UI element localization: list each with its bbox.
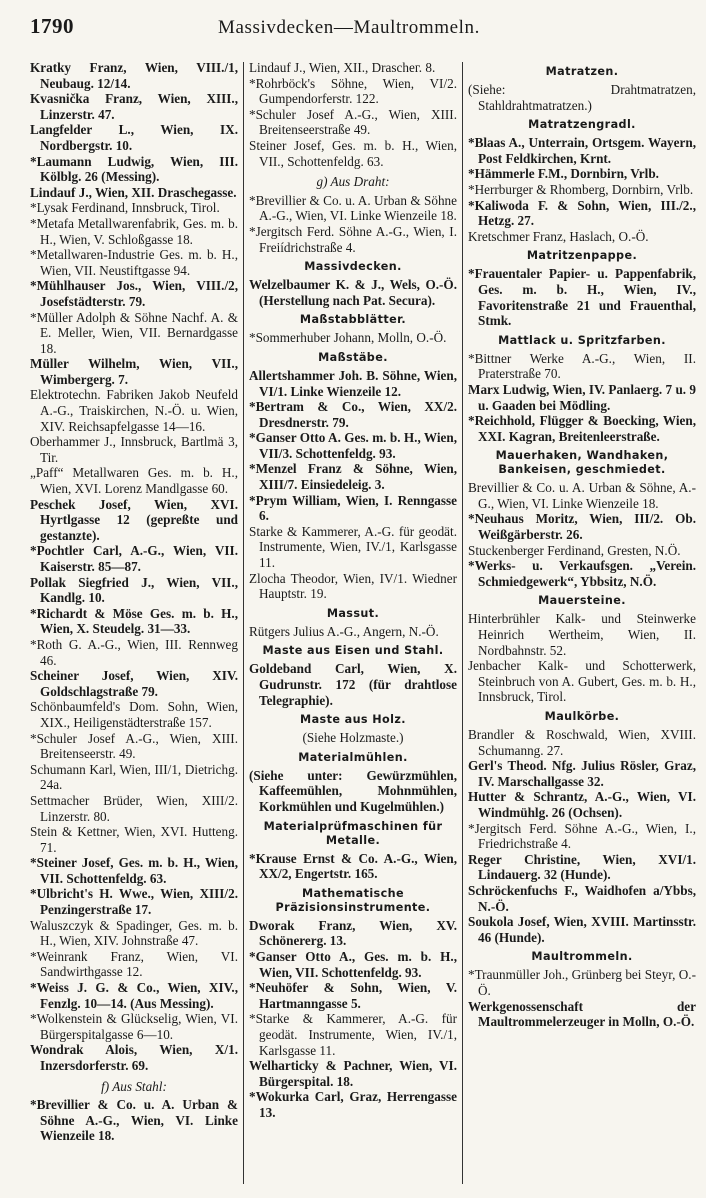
- directory-entry: *Hämmerle F.M., Dornbirn, Vrlb.: [468, 166, 659, 182]
- directory-entry: Hutter & Schrantz, A.-G., Wien, VI. Windmühlg. 26 (Ochsen).: [468, 789, 696, 820]
- directory-entry: Welzelbaumer K. & J., Wels, O.-Ö. (Herstellung nach Pat. Secura).: [249, 277, 457, 308]
- section-heading: Matratzengradl.: [528, 118, 636, 132]
- directory-entry: *Lysak Ferdinand, Innsbruck, Tirol.: [30, 200, 220, 216]
- page-header: [30, 14, 684, 48]
- section-heading: Maßstabblätter.: [299, 313, 407, 327]
- directory-entry: *Rohrböck's Söhne, Wien, VI/2. Gumpendorferstr. 122.: [249, 75, 457, 107]
- directory-entry: *Laumann Ludwig, Wien, III. Kölblg. 26 (Messing).: [30, 153, 238, 185]
- directory-entry: Kretschmer Franz, Haslach, O.-Ö.: [468, 228, 649, 244]
- subsection-heading: g) Aus Draht:: [316, 174, 390, 190]
- column-2: [249, 60, 457, 1188]
- directory-entry: *Prym William, Wien, I. Renngasse 6.: [249, 492, 457, 524]
- directory-entry: Rütgers Julius A.-G., Angern, N.-Ö.: [249, 623, 439, 639]
- directory-entry: Goldeband Carl, Wien, X. Gudrunstr. 172 (für drahtlose Telegraphie).: [249, 661, 457, 708]
- directory-entry: *Ganser Otto A., Ges. m. b. H., Wien, VII. Schottenfeldg. 93.: [249, 948, 457, 980]
- directory-entry: Elektrotechn. Fabriken Jakob Neufeld A.-G., Traiskirchen, N.-Ö. u. Wien, XIV. Reichsapfelgasse 14—16.: [30, 387, 238, 434]
- directory-entry: Müller Wilhelm, Wien, VII., Wimbergerg. 7.: [30, 356, 238, 387]
- directory-entry: *Wolkenstein & Glückselig, Wien, VI. Bürgerspitalgasse 6—10.: [30, 1011, 238, 1042]
- directory-entry: *Metallwaren-Industrie Ges. m. b. H., Wien, VII. Neustiftgasse 94.: [30, 247, 238, 278]
- directory-entry: *Bertram & Co., Wien, XX/2. Dresdnerstr. 79.: [249, 399, 457, 430]
- section-heading: Maste aus Eisen und Stahl.: [262, 644, 444, 658]
- directory-entry: Pollak Siegfried J., Wien, VII., Kandlg. 10.: [30, 574, 238, 606]
- directory-entry: *Pochtler Carl, A.-G., Wien, VII. Kaiserstr. 85—87.: [30, 543, 238, 574]
- directory-entry: Scheiner Josef, Wien, XIV. Goldschlagstraße 79.: [30, 668, 238, 699]
- directory-entry: Langfelder L., Wien, IX. Nordbergstr. 10.: [30, 122, 238, 153]
- directory-entry: Lindauf J., Wien, XII., Draschег. 8.: [249, 60, 436, 75]
- directory-entry: Brandler & Roschwald, Wien, XVIII. Schumanng. 27.: [468, 727, 696, 758]
- directory-entry: *Steiner Josef, Ges. m. b. H., Wien, VII. Schottenfeldg. 63.: [30, 855, 238, 886]
- directory-entry: Allertshammer Joh. B. Söhne, Wien, VI/1. Linke Wienzeile 12.: [249, 367, 457, 399]
- section-heading: Matratzen.: [545, 65, 619, 78]
- directory-entry: *Neuhöfer & Sohn, Wien, V. Hartmanngasse 5.: [249, 980, 457, 1011]
- directory-entry: *Frauentaler Papier- u. Pappenfabrik, Ges. m. b. H., Wien, IV., Favoritenstraße 21 und Frauenthal, Stmk.: [468, 266, 696, 329]
- directory-entry: Kratky Franz, Wien, VIII./1, Neubaug. 12/14.: [30, 60, 238, 91]
- directory-entry: *Traunmüller Joh., Grünberg bei Steyr, O.-Ö.: [468, 967, 696, 998]
- section-heading: Materialprüfmaschinen für Metalle.: [263, 819, 443, 847]
- section-heading: Maulkörbe.: [544, 710, 620, 723]
- directory-entry: Welharticky & Pachner, Wien, VI. Bürgerspital. 18.: [249, 1058, 457, 1089]
- section-heading: Matritzenpappe.: [526, 249, 638, 263]
- directory-entry: *Herrburger & Rhomberg, Dornbirn, Vrlb.: [468, 181, 694, 197]
- section-heading: Mauerhaken, Wandhaken, Bankeisen, geschmiedet.: [495, 449, 669, 477]
- directory-entry: *Ulbricht's H. Wwe., Wien, XIII/2. Penzingerstraße 17.: [30, 886, 238, 918]
- directory-entry: *Ganser Otto A. Ges. m. b. H., Wien, VII/3. Schottenfeldg. 93.: [249, 430, 457, 461]
- directory-entry: Gerl's Theod. Nfg. Julius Rösler, Graz, IV. Marschallgasse 32.: [468, 758, 696, 789]
- cross-reference: (Siehe Holzmaste.): [302, 730, 404, 746]
- directory-entry: (Siehe: Drahtmatratzen, Stahldrahtmatratzen.): [468, 82, 696, 113]
- directory-entry: *Wokurka Carl, Graz, Herrengasse 13.: [249, 1089, 457, 1120]
- directory-entry: *Roth G. A.-G., Wien, III. Rennweg 46.: [30, 636, 238, 668]
- directory-entry: *Sommerhuber Johann, Molln, O.-Ö.: [249, 330, 447, 346]
- section-heading: Massut.: [326, 606, 380, 620]
- running-title: Massivdecken—Maultrommeln.: [217, 17, 481, 38]
- directory-entry: Oberhammer J., Innsbruck, Bartlmä 3, Tir.: [30, 434, 238, 465]
- column-1: [30, 60, 238, 1188]
- directory-entry: *Metafa Metallwarenfabrik, Ges. m. b. H., Wien, V. Schloßgasse 18.: [30, 215, 238, 247]
- section-heading: Maßstäbe.: [318, 350, 388, 364]
- directory-entry: Lindauf J., Wien, XII. Draschegasse.: [30, 184, 237, 200]
- directory-entry: *Bittner Werke A.-G., Wien, II. Praterstraße 70.: [468, 350, 696, 382]
- directory-entry: Schröckenfuchs F., Waidhofen a/Ybbs, N.-Ö.: [468, 882, 696, 914]
- directory-entry: (Siehe unter: Gewürzmühlen, Kaffeemühlen, Mohnmühlen, Korkmühlen und Kugelmühlen.): [249, 767, 457, 814]
- directory-entry: *Krause Ernst & Co. A.-G., Wien, XX/2, Engertstr. 165.: [249, 850, 457, 882]
- directory-columns: [30, 60, 696, 1188]
- directory-entry: *Schuler Josef A.-G., Wien, XIII. Breitenseerstraße 49.: [249, 106, 457, 138]
- directory-entry: *Brevillier & Co. u. A. Urban & Söhne A.-G., Wien, VI. Linke Wienzeile 18.: [249, 192, 457, 224]
- directory-entry: *Neuhaus Moritz, Wien, III/2. Ob. Weißgärberstr. 26.: [468, 511, 696, 543]
- directory-entry: *Müller Adolph & Söhne Nachf. A. & E. Meller, Wien, VII. Bernardgasse 18.: [30, 309, 238, 356]
- directory-entry: „Paff“ Metallwaren Ges. m. b. H., Wien, XVI. Lorenz Mandlgasse 60.: [30, 465, 238, 497]
- directory-entry: *Weinrank Franz, Wien, VI. Sandwirthgasse 12.: [30, 948, 238, 980]
- directory-entry: *Blaas A., Unterrain, Ortsgem. Wayern, Post Feldkirchen, Krnt.: [468, 135, 696, 166]
- section-heading: Mathematische Präzisionsinstrumente.: [275, 886, 431, 914]
- directory-entry: Zlocha Theodor, Wien, IV/1. Wiedner Hauptstr. 19.: [249, 570, 457, 602]
- subsection-heading: f) Aus Stahl:: [101, 1078, 167, 1094]
- directory-entry: *Reichhold, Flügger & Boecking, Wien, XXI. Kagran, Breitenleerstraße.: [468, 413, 696, 444]
- section-heading: Maste aus Holz.: [300, 713, 406, 727]
- directory-entry: Marx Ludwig, Wien, IV. Panlaerg. 7 u. 9 u. Gaaden bei Mödling.: [468, 381, 696, 413]
- directory-entry: Stein & Kettner, Wien, XVI. Hutteng. 71.: [30, 824, 238, 855]
- column-divider: [243, 62, 244, 1184]
- column-3: [468, 60, 696, 1188]
- directory-entry: Stuckenberger Ferdinand, Gresten, N.Ö.: [468, 542, 681, 558]
- directory-entry: Hinterbrühler Kalk- und Steinwerke Heinrich Wertheim, Wien, II. Nordbahnstr. 52.: [468, 611, 696, 658]
- directory-entry: Reger Christine, Wien, XVI/1. Lindauerg. 32 (Hunde).: [468, 851, 696, 883]
- directory-entry: Steiner Josef, Ges. m. b. H., Wien, VII., Schottenfeldg. 63.: [249, 137, 457, 169]
- directory-entry: Schönbaumfeld's Dom. Sohn, Wien, XIX., Heiligenstädterstraße 157.: [30, 699, 238, 730]
- directory-entry: *Menzel Franz & Söhne, Wien, XIII/7. Einsiedeleig. 3.: [249, 461, 457, 493]
- directory-entry: Schumann Karl, Wien, III/1, Dietrichg. 24a.: [30, 761, 238, 793]
- section-heading: Mattlack u. Spritzfarben.: [498, 333, 666, 347]
- directory-entry: Kvasnička Franz, Wien, XIII., Linzerstr. 47.: [30, 91, 238, 122]
- directory-entry: *Starke & Kammerer, A.-G. für geodät. Instrumente, Wien, IV./1, Karlsgasse 11.: [249, 1011, 457, 1058]
- directory-entry: Jenbacher Kalk- und Schotterwerk, Steinbruch von A. Gubert, Ges. m. b. H., Innsbruck, Tirol.: [468, 658, 696, 705]
- directory-entry: *Richardt & Möse Ges. m. b. H., Wien, X. Steudelg. 31—33.: [30, 605, 238, 637]
- directory-entry: Starke & Kammerer, A.-G. für geodät. Instrumente, Wien, IV./1, Karlsgasse 11.: [249, 523, 457, 571]
- directory-entry: *Weiss J. G. & Co., Wien, XIV., Fenzlg. 10—14. (Aus Messing).: [30, 980, 238, 1011]
- directory-entry: Brevillier & Co. u. A. Urban & Söhne, A.-G., Wien, VI. Linke Wienzeile 18.: [468, 480, 696, 511]
- directory-entry: Peschek Josef, Wien, XVI. Hyrtlgasse 12 (gepreßte und gestanzte).: [30, 496, 238, 543]
- section-heading: Materialmühlen.: [298, 750, 408, 764]
- directory-entry: *Brevillier & Co. u. A. Urban & Söhne A.-G., Wien, VI. Linke Wienzeile 18.: [30, 1097, 238, 1144]
- directory-entry: Soukola Josef, Wien, XVIII. Martinsstr. 46 (Hunde).: [468, 914, 696, 945]
- directory-entry: Wondrak Alois, Wien, X/1. Inzersdorferstr. 69.: [30, 1042, 238, 1073]
- section-heading: Mauersteine.: [538, 594, 626, 608]
- directory-entry: *Jergitsch Ferd. Söhne A.-G., Wien, I., Friedrichstraße 4.: [468, 820, 696, 852]
- directory-entry: Waluszczyk & Spadinger, Ges. m. b. H., Wien, XIV. Johnstraße 47.: [30, 917, 238, 949]
- directory-entry: *Jergitsch Ferd. Söhne A.-G., Wien, I. Freiídrichstraße 4.: [249, 223, 457, 255]
- page-number: 1790: [30, 14, 74, 38]
- directory-entry: Settmacher Brüder, Wien, XIII/2. Linzerstr. 80.: [30, 792, 238, 824]
- section-heading: Maultrommeln.: [531, 950, 633, 964]
- directory-entry: *Werks- u. Verkaufsgen. „Verein. Schmiedgewerk“, Ybbsitz, N.Ö.: [468, 558, 696, 589]
- directory-entry: Dworak Franz, Wien, XV. Schönererg. 13.: [249, 917, 457, 949]
- column-divider: [462, 62, 463, 1184]
- directory-entry: *Schuler Josef A.-G., Wien, XIII. Breitenseerstr. 49.: [30, 730, 238, 762]
- directory-entry: *Kaliwoda F. & Sohn, Wien, III./2., Hetzg. 27.: [468, 197, 696, 229]
- section-heading: Massivdecken.: [304, 260, 402, 274]
- directory-entry: Werkgenossenschaft der Maultrommelerzeuger in Molln, O.-Ö.: [468, 998, 696, 1030]
- directory-entry: *Mühlhauser Jos., Wien, VIII./2, Josefstädterstr. 79.: [30, 278, 238, 309]
